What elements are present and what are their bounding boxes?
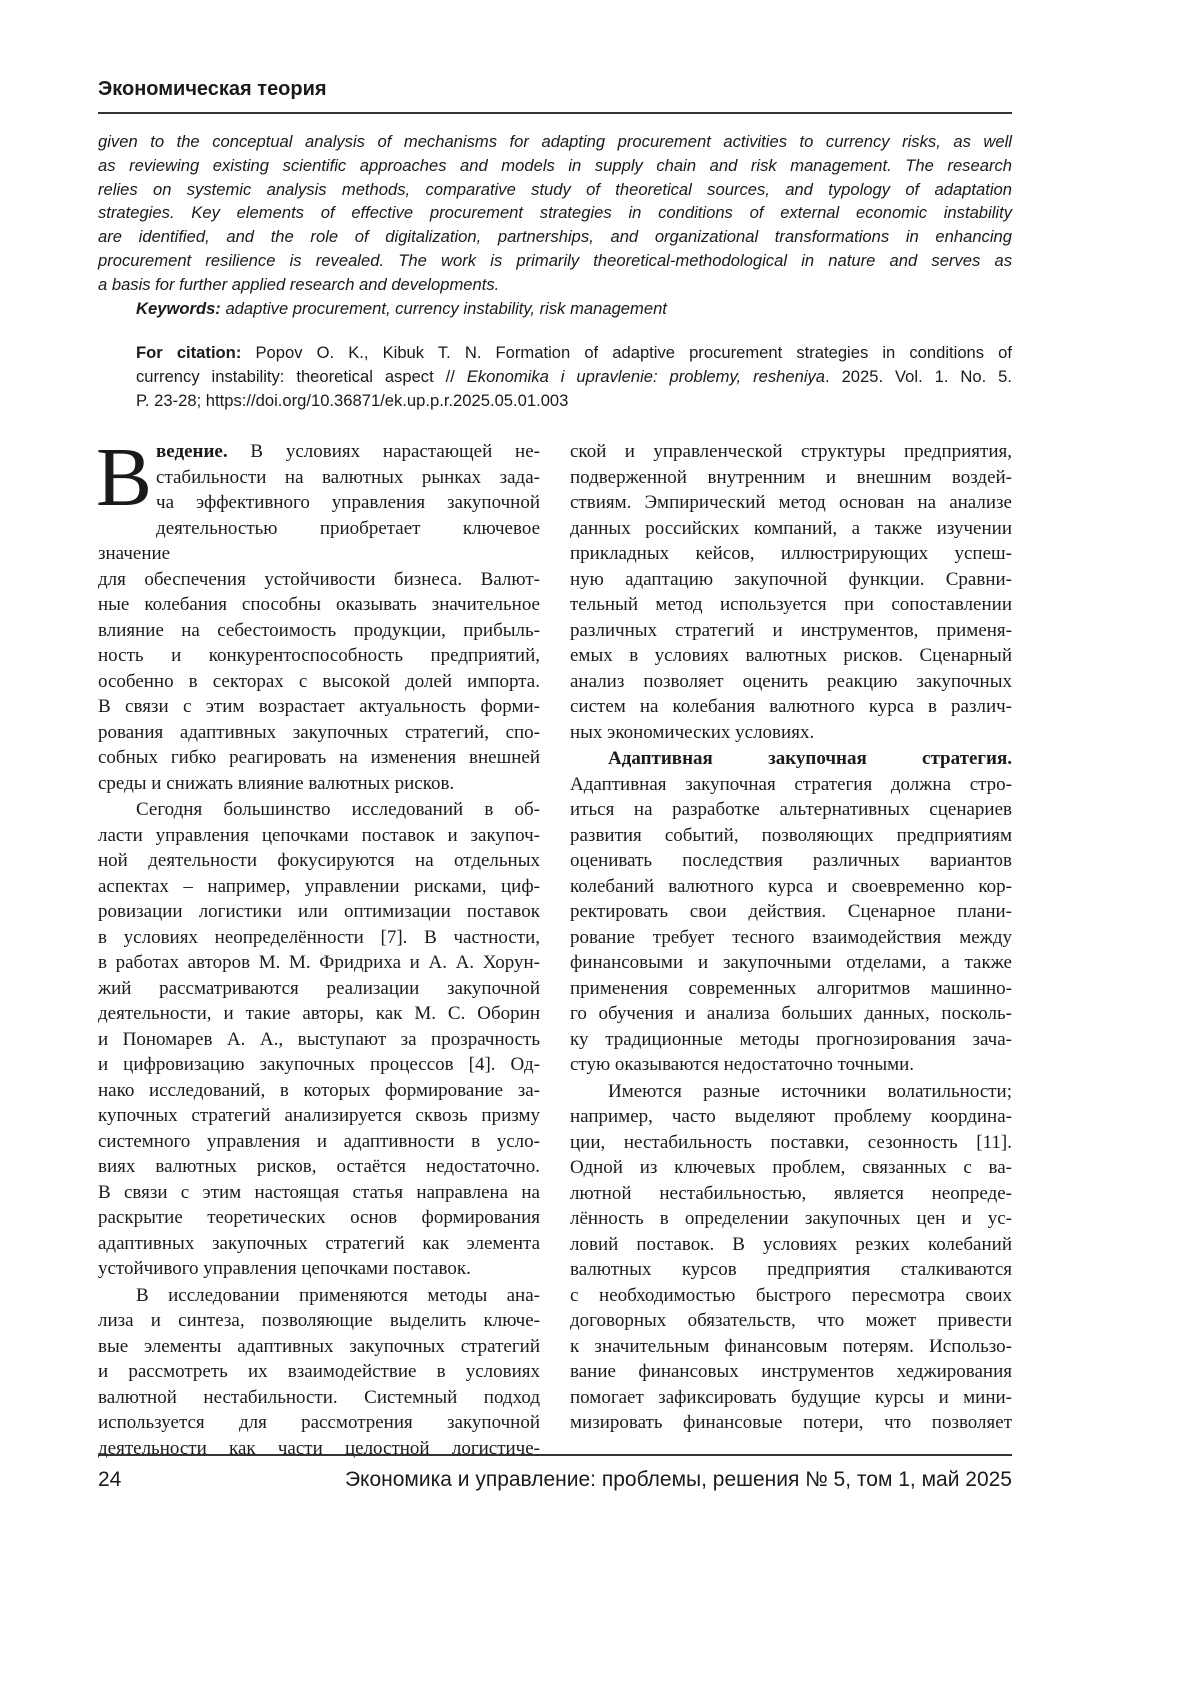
text-line: ведение. В условиях нарастающей не-: [98, 439, 540, 465]
text-line: иться на разработке альтернативных сценариев: [570, 797, 1012, 823]
text-line: анализ позволяет оценить реакцию закупочных: [570, 669, 1012, 695]
text-line: В связи с этим возрастает актуальность форми-: [98, 694, 540, 720]
text-line: и цифровизацию закупочных процессов [4]. Од-: [98, 1052, 540, 1078]
text-line: Адаптивная закупочная стратегия должна стро-: [570, 772, 1012, 798]
text-line: и рассмотреть их взаимодействие в условиях: [98, 1359, 540, 1385]
text-line: особенно в секторах с высокой долей импорта.: [98, 669, 540, 695]
text-line: применения современных алгоритмов машинно-: [570, 976, 1012, 1002]
citation: [136, 341, 1012, 412]
drop-cap: В: [96, 443, 152, 517]
text-line: валютной нестабильности. Системный подход: [98, 1385, 540, 1411]
text-line: ной деятельности фокусируются на отдельных: [98, 848, 540, 874]
text-line: различных стратегий и инструментов, применя-: [570, 618, 1012, 644]
section-title: Экономическая теория: [98, 78, 327, 101]
text-line: среды и снижать влияние валютных рисков.: [98, 771, 540, 797]
text-line: ровизации логистики или оптимизации поставок: [98, 899, 540, 925]
text-line: подверженной внутренним и внешним воздей-: [570, 465, 1012, 491]
body-column-left: [98, 439, 540, 1461]
keywords-text: adaptive procurement, currency instability, risk management: [221, 299, 667, 318]
text-line: ные колебания способны оказывать значительное: [98, 592, 540, 618]
text-line: рование требует тесного взаимодействия между: [570, 925, 1012, 951]
keywords-label: Keywords:: [136, 299, 221, 318]
abstract-line: procurement resilience is revealed. The work is primarily theoretical-methodological in nature and serves as: [98, 249, 1012, 273]
text-line: тельный метод используется при сопоставлении: [570, 592, 1012, 618]
text-line: аспектах – например, управлении рисками, циф-: [98, 874, 540, 900]
abstract-line: as reviewing existing scientific approaches and models in supply chain and risk management. The research: [98, 154, 1012, 178]
header-divider: [98, 112, 1012, 114]
text-line: деятельностью приобретает ключевое значение: [98, 516, 540, 567]
text-line: прикладных кейсов, иллюстрирующих успеш-: [570, 541, 1012, 567]
text-line: лютной нестабильностью, является неопреде-: [570, 1181, 1012, 1207]
text-line: Сегодня большинство исследований в об-: [98, 797, 540, 823]
text-line: мизировать финансовые потери, что позволяет: [570, 1410, 1012, 1436]
text-line: стую оказываются недостаточно точными.: [570, 1052, 1012, 1078]
footer-divider: [98, 1454, 1012, 1456]
text-line: раскрытие теоретических основ формирования: [98, 1205, 540, 1231]
text-line: Имеются разные источники волатильности;: [570, 1079, 1012, 1105]
citation-journal: Ekonomika i upravlenie: problemy, resheniya: [467, 367, 825, 386]
keywords: [136, 297, 667, 321]
paragraph: [98, 1283, 540, 1462]
text-line: емых в условиях валютных рисков. Сценарный: [570, 643, 1012, 669]
text-line: вание финансовых инструментов хеджирования: [570, 1359, 1012, 1385]
text-line: для обеспечения устойчивости бизнеса. Валют-: [98, 567, 540, 593]
text-line: ку традиционные методы прогнозирования зача-: [570, 1027, 1012, 1053]
text-line: го обучения и анализа больших данных, посколь-: [570, 1001, 1012, 1027]
journal-footer: Экономика и управление: проблемы, решения № 5, том 1, май 2025: [345, 1468, 1012, 1492]
text-line: устойчивого управления цепочками поставок.: [98, 1256, 540, 1282]
text-line: лённость в определении закупочных цен и ус-: [570, 1206, 1012, 1232]
text-line: ную адаптацию закупочной функции. Сравни-: [570, 567, 1012, 593]
text-line: рования адаптивных закупочных стратегий, спо-: [98, 720, 540, 746]
run-in-heading: ведение.: [156, 441, 228, 462]
text-line: стабильности на валютных рынках зада-: [98, 465, 540, 491]
text-line: оценивать последствия различных вариантов: [570, 848, 1012, 874]
text-line: и Пономарев А. А., выступают за прозрачность: [98, 1027, 540, 1053]
paragraph: [570, 746, 1012, 1078]
text-line: в работах авторов М. М. Фридриха и А. А. Хорун-: [98, 950, 540, 976]
run-in-heading: Адаптивная закупочная стратегия.: [608, 748, 1012, 769]
page-number: 24: [98, 1468, 121, 1492]
text-line: В связи с этим настоящая статья направлена на: [98, 1180, 540, 1206]
text-line: адаптивных закупочных стратегий как элемента: [98, 1231, 540, 1257]
text-line: [570, 746, 1012, 772]
text-line: ча эффективного управления закупочной: [98, 490, 540, 516]
text-line: деятельности как части целостной логистиче-: [98, 1436, 540, 1462]
text-line: ласти управления цепочками поставок и закупоч-: [98, 823, 540, 849]
abstract-line: given to the conceptual analysis of mechanisms for adapting procurement activities to currency risks, as well: [98, 130, 1012, 154]
text-line: например, часто выделяют проблему координа-: [570, 1104, 1012, 1130]
citation-volume: . 2025. Vol. 1. No. 5.: [825, 367, 1012, 386]
text-line: к значительным финансовым потерям. Использо-: [570, 1334, 1012, 1360]
citation-authors-title: Popov O. K., Kibuk T. N. Formation of adaptive procurement strategies in conditions of: [241, 343, 1012, 362]
text-line: финансовыми и закупочными отделами, а также: [570, 950, 1012, 976]
abstract-line: relies on systemic analysis methods, comparative study of theoretical sources, and typology of adaptation: [98, 178, 1012, 202]
text-line: валютных курсов предприятия сталкиваются: [570, 1257, 1012, 1283]
text-line: влияние на себестоимость продукции, прибыль-: [98, 618, 540, 644]
abstract: [98, 130, 1012, 297]
text-line: ловий поставок. В условиях резких колебаний: [570, 1232, 1012, 1258]
citation-doi[interactable]: P. 23-28; https://doi.org/10.36871/ek.up.p.r.2025.05.01.003: [136, 389, 1012, 413]
paragraph: [98, 797, 540, 1282]
abstract-line: strategies. Key elements of effective procurement strategies in conditions of external economic instability: [98, 201, 1012, 225]
abstract-line: are identified, and the role of digitalization, partnerships, and organizational transformations in enhancing: [98, 225, 1012, 249]
text-line: ных экономических условиях.: [570, 720, 1012, 746]
text-line: жий рассматриваются реализации закупочной: [98, 976, 540, 1002]
text-line: ствиям. Эмпирический метод основан на анализе: [570, 490, 1012, 516]
citation-label: For citation:: [136, 343, 241, 362]
paragraph: [98, 439, 540, 796]
text-line: системного управления и адаптивности в усло-: [98, 1129, 540, 1155]
text-line: данных российских компаний, а также изучении: [570, 516, 1012, 542]
text-line: ской и управленческой структуры предприятия,: [570, 439, 1012, 465]
text-line: купочных стратегий анализируется сквозь призму: [98, 1103, 540, 1129]
text-line: используется для рассмотрения закупочной: [98, 1410, 540, 1436]
text-line: собных гибко реагировать на изменения внешней: [98, 745, 540, 771]
text-line: лиза и синтеза, позволяющие выделить ключе-: [98, 1308, 540, 1334]
text-line: виях валютных рисков, остаётся недостаточно.: [98, 1154, 540, 1180]
text-line: развития событий, позволяющих предприятиям: [570, 823, 1012, 849]
body-column-right: [570, 439, 1012, 1436]
text-line: В исследовании применяются методы ана-: [98, 1283, 540, 1309]
text-line: договорных обязательств, что может привести: [570, 1308, 1012, 1334]
text-line: колебаний валютного курса и своевременно кор-: [570, 874, 1012, 900]
paragraph: [570, 1079, 1012, 1436]
text-line: систем на колебания валютного курса в различ-: [570, 694, 1012, 720]
text-line: ректировать свои действия. Сценарное плани-: [570, 899, 1012, 925]
text-line: в условиях неопределённости [7]. В частности,: [98, 925, 540, 951]
text-line: помогает зафиксировать будущие курсы и мини-: [570, 1385, 1012, 1411]
paragraph: [570, 439, 1012, 745]
text-line: Одной из ключевых проблем, связанных с ва-: [570, 1155, 1012, 1181]
text-line: вые элементы адаптивных закупочных стратегий: [98, 1334, 540, 1360]
text-line: нако исследований, в которых формирование за-: [98, 1078, 540, 1104]
text-line: с необходимостью быстрого пересмотра своих: [570, 1283, 1012, 1309]
text-line: деятельности, и такие авторы, как М. С. Оборин: [98, 1001, 540, 1027]
citation-title-end: currency instability: theoretical aspect //: [136, 367, 467, 386]
text-line: ции, нестабильность поставки, сезонность [11].: [570, 1130, 1012, 1156]
text-line: ность и конкурентоспособность предприятий,: [98, 643, 540, 669]
abstract-line: a basis for further applied research and developments.: [98, 273, 1012, 297]
